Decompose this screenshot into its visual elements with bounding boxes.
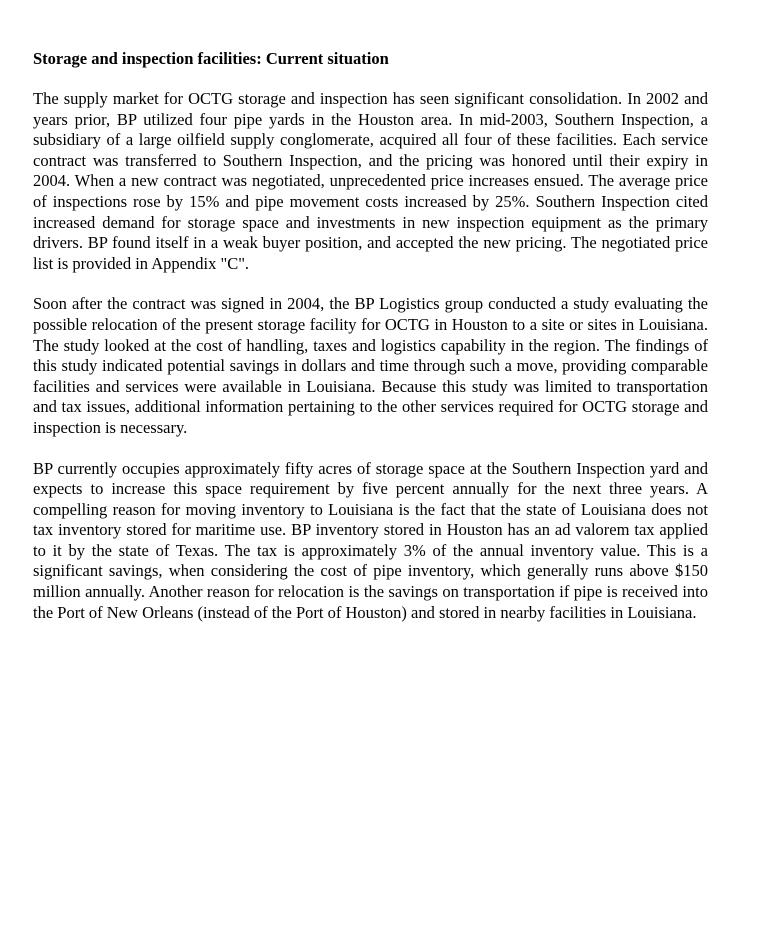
document-page bbox=[33, 48, 708, 643]
section-heading: Storage and inspection facilities: Current situation bbox=[33, 49, 389, 68]
paragraph-logistics-study: Soon after the contract was signed in 2004, the BP Logistics group conducted a study evaluating the possible relocation of the present storage facility for OCTG in Houston to a site or sites in Louisiana. The study looked at the cost of handling, taxes and logistics capability in the region. The findings of this study indicated potential savings in dollars and time through such a move, providing comparable facilities and services were available in Louisiana. Because this study was limited to transportation and tax issues, additional information pertaining to the other services required for OCTG storage and inspection is necessary. bbox=[33, 294, 708, 437]
paragraph-storage-space: BP currently occupies approximately fifty acres of storage space at the Southern Inspection yard and expects to increase this space requirement by five percent annually for the next three years. A compelling reason for moving inventory to Louisiana is the fact that the state of Louisiana does not tax inventory stored for maritime use. BP inventory stored in Houston has an ad valorem tax applied to it by the state of Texas. The tax is approximately 3% of the annual inventory value. This is a significant savings, when considering the cost of pipe inventory, which generally runs above $150 million annually. Another reason for relocation is the savings on transportation if pipe is received into the Port of New Orleans (instead of the Port of Houston) and stored in nearby facilities in Louisiana. bbox=[33, 458, 708, 622]
paragraph-supply-market: The supply market for OCTG storage and inspection has seen significant consolidation. In 2002 and years prior, BP utilized four pipe yards in the Houston area. In mid-2003, Southern Inspection, a subsidiary of a large oilfield supply conglomerate, acquired all four of these facilities. Each service contract was transferred to Southern Inspection, and the pricing was honored until their expiry in 2004. When a new contract was negotiated, unprecedented price increases ensued. The average price of inspections rose by 15% and pipe movement costs increased by 25%. Southern Inspection cited increased demand for storage space and investments in new inspection equipment as the primary drivers. BP found itself in a weak buyer position, and accepted the new pricing. The negotiated price list is provided in Appendix "C". bbox=[33, 89, 708, 273]
